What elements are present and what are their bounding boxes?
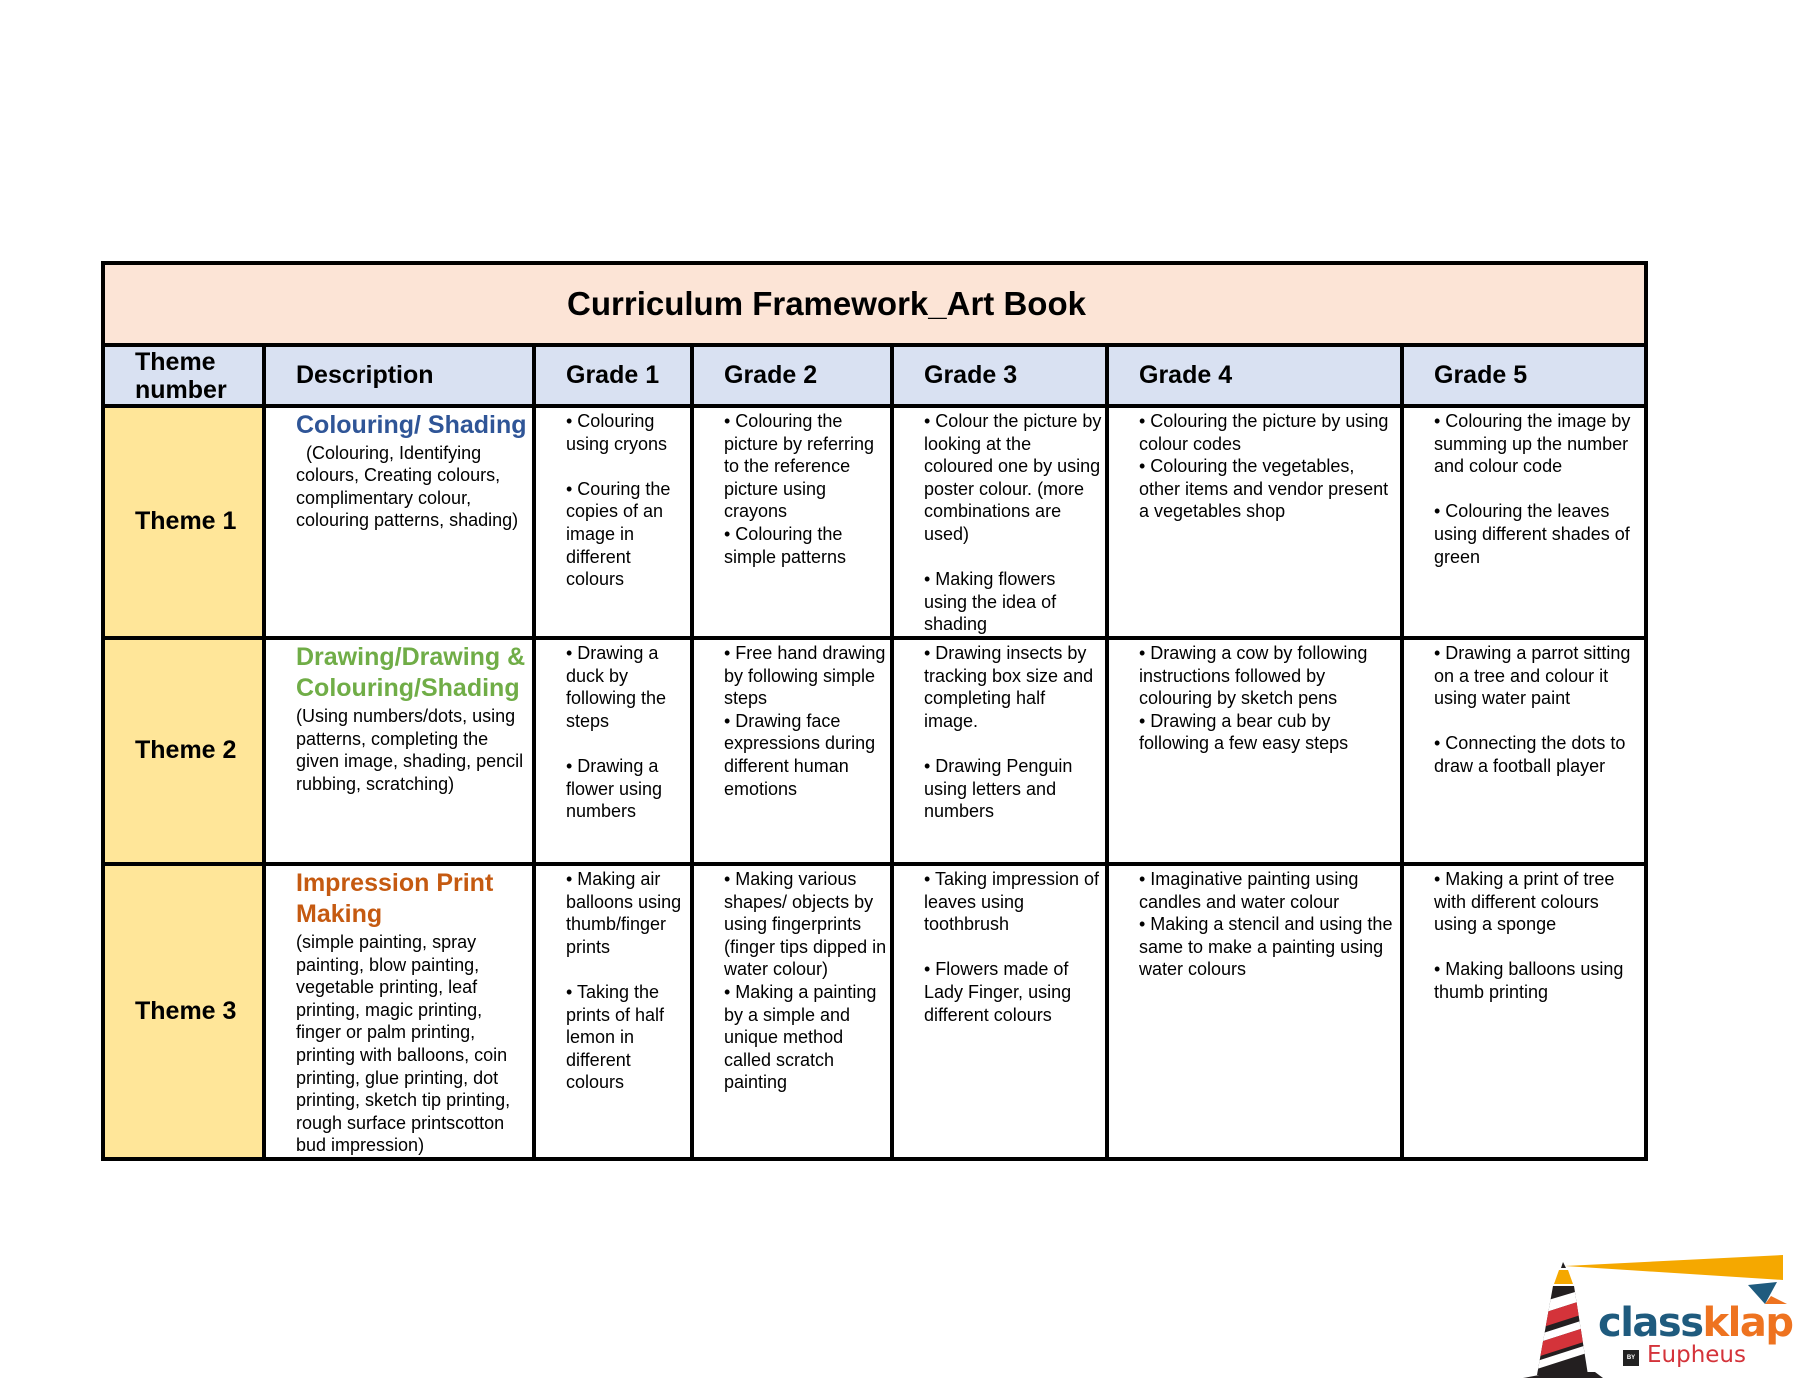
grade-2-cell (692, 406, 892, 638)
activity-item: • Colouring the simple patterns (724, 523, 847, 567)
curriculum-framework-table (101, 261, 1648, 1161)
activity-item: • Colouring the image by summing up the number and colour code (1434, 411, 1631, 477)
activity-item: • Drawing a flower using numbers (566, 755, 663, 822)
grade-5-cell (1402, 638, 1646, 864)
activity-item: • Colouring the picture by using colour codes (1139, 411, 1389, 454)
logo-publisher: Eupheus (1647, 1342, 1746, 1368)
activity-item: • Making a painting by a simple and unique method called scratch painting (724, 981, 877, 1093)
grade-3-cell (892, 864, 1107, 1159)
theme-label: Theme 2 (103, 638, 264, 864)
activity-item: • Drawing a duck by following the steps (566, 642, 667, 731)
logo-by-badge: BY (1623, 1350, 1639, 1366)
column-header-row (103, 345, 1646, 406)
grade-2-cell (692, 864, 892, 1159)
grade-5-cell (1402, 864, 1646, 1159)
grade-4-cell (1107, 638, 1402, 864)
activity-item: • Couring the copies of an image in different colours (566, 478, 671, 590)
description-cell (264, 406, 534, 638)
activity-item: • Making a stencil and using the same to make a painting using water colours (1139, 914, 1393, 980)
theme-label: Theme 3 (103, 864, 264, 1159)
activity-item: • Drawing a parrot sitting on a tree and colour it using water paint (1434, 642, 1631, 709)
grade-2-cell (692, 638, 892, 864)
activity-item: • Making flowers using the idea of shading (924, 569, 1057, 635)
activity-item: • Drawing Penguin using letters and numbers (924, 755, 1073, 822)
theme-label: Theme 1 (103, 406, 264, 638)
logo-wordmark: classklap (1598, 1300, 1793, 1346)
column-header-theme-number: Theme number (103, 345, 264, 406)
activity-item: • Flowers made of Lady Finger, using different colours (924, 959, 1072, 1025)
activity-item: • Colouring using cryons (566, 411, 668, 454)
grade-4-cell (1107, 406, 1402, 638)
grade-1-cell (534, 406, 692, 638)
activity-item: • Drawing face expressions during different human emotions (724, 710, 876, 799)
activity-item: • Taking impression of leaves using toothbrush (924, 868, 1100, 935)
activity-item: • Colouring the vegetables, other items and vendor present a vegetables shop (1139, 456, 1389, 522)
activity-item: • Colouring the picture by referring to the reference picture using crayons (724, 411, 875, 522)
description-heading: Impression Print Making (296, 868, 494, 929)
description-cell (264, 638, 534, 864)
activity-item: • Making various shapes/ objects by using fingerprints (finger tips dipped in water colour) (724, 868, 887, 980)
column-header-grade-2: Grade 2 (692, 345, 892, 406)
activity-item: • Making a print of tree with different colours using a sponge (1434, 868, 1615, 935)
activity-item: • Drawing a bear cub by following a few easy steps (1139, 710, 1349, 754)
activity-item: • Connecting the dots to draw a football player (1434, 733, 1626, 776)
grade-5-cell (1402, 406, 1646, 638)
description-cell (264, 864, 534, 1159)
grade-3-cell (892, 638, 1107, 864)
activity-item: • Free hand drawing by following simple steps (724, 642, 886, 709)
activity-item: • Making balloons using thumb printing (1434, 959, 1624, 1002)
classklap-logo (1515, 1250, 1795, 1385)
column-header-grade-3: Grade 3 (892, 345, 1107, 406)
table-row-theme-2 (103, 638, 1646, 864)
table-row-theme-1 (103, 406, 1646, 638)
activity-item: • Imaginative painting using candles and water colour (1139, 868, 1359, 912)
description-heading: Drawing/Drawing & Colouring/Shading (296, 642, 526, 703)
activity-item: • Drawing a cow by following instructions followed by colouring by sketch pens (1139, 642, 1368, 709)
activity-item: • Drawing insects by tracking box size and completing half image. (924, 642, 1094, 731)
description-heading: Colouring/ Shading (296, 411, 527, 439)
column-header-grade-5: Grade 5 (1402, 345, 1646, 406)
table-title: Curriculum Framework_Art Book (103, 263, 1646, 345)
column-header-description: Description (264, 345, 534, 406)
description-details: (simple painting, spray painting, blow painting, vegetable printing, leaf printing, magic printing, finger or palm printing, printing with balloons, coin printing, glue printing, dot printing, sketch tip printing, rough surface printscotton bud impression) (296, 931, 511, 1156)
column-header-grade-1: Grade 1 (534, 345, 692, 406)
grade-4-cell (1107, 864, 1402, 1159)
column-header-grade-4: Grade 4 (1107, 345, 1402, 406)
description-details: (Colouring, Identifying colours, Creating colours, complimentary colour, colouring patterns, shading) (296, 442, 519, 531)
grade-3-cell (892, 406, 1107, 638)
description-details: (Using numbers/dots, using patterns, completing the given image, shading, pencil rubbing, scratching) (296, 705, 524, 794)
activity-item: • Colouring the leaves using different shades of green (1434, 501, 1630, 567)
table-row-theme-3 (103, 864, 1646, 1159)
grade-1-cell (534, 864, 692, 1159)
activity-item: • Colour the picture by looking at the coloured one by using poster colour. (more combinations are used) (924, 411, 1102, 544)
activity-item: • Taking the prints of half lemon in different colours (566, 981, 665, 1093)
activity-item: • Making air balloons using thumb/finger prints (566, 868, 682, 957)
grade-1-cell (534, 638, 692, 864)
